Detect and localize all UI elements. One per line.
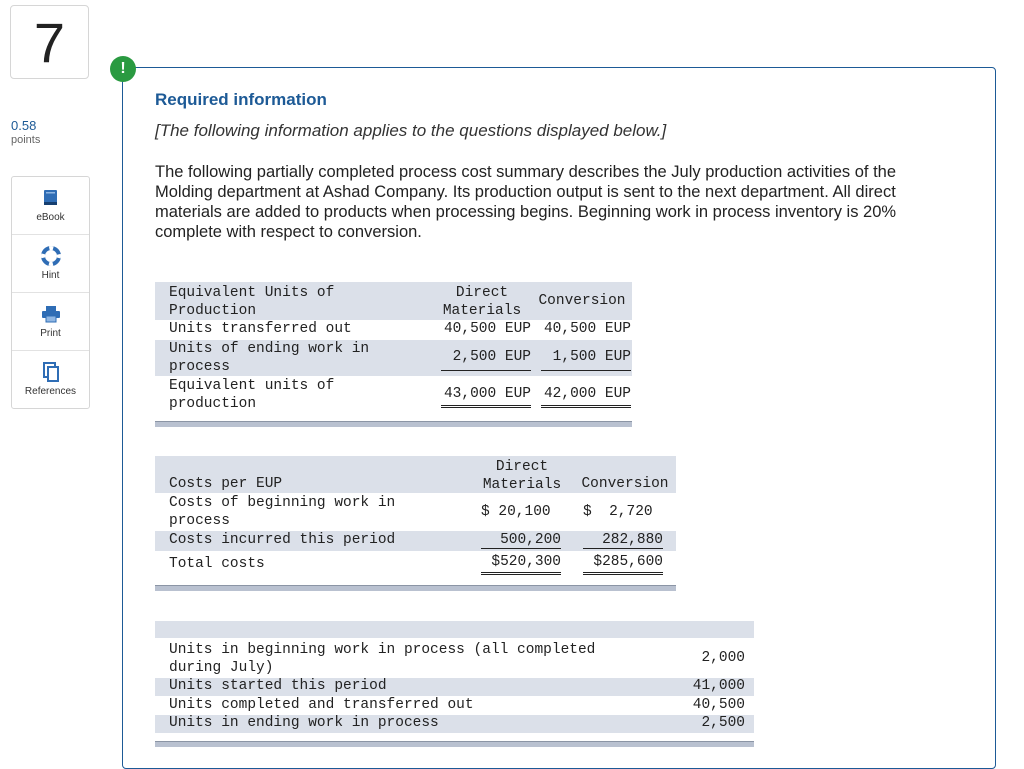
eup-header-label [169, 284, 334, 320]
eup-row3-label-line2: production [169, 396, 257, 412]
eup-row1-dm: 40,500 EUP [443, 321, 531, 337]
eup-table-footer [155, 421, 632, 427]
cost-row2-dm: 500,200 [481, 532, 561, 549]
cost-row1-dm: $ 20,100 [481, 504, 551, 520]
cost-row3-dm: $520,300 [481, 554, 561, 575]
book-icon [42, 188, 60, 208]
references-label: References [24, 386, 77, 397]
hint-button[interactable] [12, 235, 89, 293]
eup-row2-label [169, 340, 369, 376]
eup-row1-conv: 40,500 EUP [543, 321, 631, 337]
tools-panel [11, 176, 90, 409]
ebook-label: eBook [36, 212, 65, 223]
units-header-row [155, 621, 754, 638]
eup-col-conv: Conversion [538, 293, 626, 309]
units-row3-value: 40,500 [692, 697, 745, 713]
cost-table [155, 456, 676, 592]
cost-row1-label [169, 494, 395, 530]
units-row4-label: Units in ending work in process [169, 715, 439, 731]
units-row1-label-line2: during July) [169, 660, 274, 676]
points-label: points [11, 134, 41, 146]
cost-header-label: Costs per EUP [169, 476, 283, 492]
units-table-footer [155, 741, 754, 747]
eup-header-label-line1: Equivalent Units of [169, 285, 335, 301]
eup-row2-conv: 1,500 EUP [541, 349, 631, 371]
eup-row2-label-line1: Units of ending work in [169, 341, 370, 357]
eup-row3-dm: 43,000 EUP [441, 386, 531, 408]
question-number: 7 [10, 5, 89, 79]
eup-table [155, 282, 632, 428]
eup-row2-dm: 2,500 EUP [441, 349, 531, 371]
cost-col-dm-line1: Direct [495, 459, 549, 475]
eup-col-dm-line1: Direct [455, 285, 509, 301]
cost-col-conv: Conversion [581, 476, 669, 492]
cost-row1-label-line2: process [169, 513, 230, 529]
references-button[interactable] [12, 351, 89, 408]
ebook-button[interactable] [12, 177, 89, 235]
problem-description: The following partially completed process cost summary describes the July production activities of the Molding department at Ashad Company. Its production output is sent to the next department. All direct materials are added to products when processing begins. Beginning work in process inventory is 20% complete with respect to conversion. [155, 163, 897, 241]
units-row4-value: 2,500 [701, 715, 745, 731]
hint-label: Hint [41, 270, 60, 281]
print-button[interactable] [12, 293, 89, 351]
eup-col-dm-line2: Materials [442, 303, 522, 319]
required-title: Required information [155, 90, 327, 109]
cost-row1-conv: $ 2,720 [583, 504, 653, 520]
eup-row3-conv: 42,000 EUP [541, 386, 631, 408]
cost-row2-conv: 282,880 [583, 532, 663, 549]
cost-table-footer [155, 585, 676, 591]
units-table [155, 621, 754, 753]
cost-row1-label-line1: Costs of beginning work in [169, 495, 396, 511]
cost-row2-label: Costs incurred this period [169, 532, 396, 548]
cost-col-dm [477, 458, 567, 494]
units-row1-label-line1: Units in beginning work in process (all completed [169, 642, 596, 658]
units-row2-label: Units started this period [169, 678, 387, 694]
units-row1-value: 2,000 [701, 650, 745, 666]
cost-row3-label: Total costs [169, 556, 265, 572]
eup-row3-label-line1: Equivalent units of [169, 378, 335, 394]
cost-col-dm-line2: Materials [482, 477, 562, 493]
eup-header-label-line2: Production [169, 303, 257, 319]
required-note: [The following information applies to the questions displayed below.] [155, 121, 667, 140]
units-row2-value: 41,000 [692, 678, 745, 694]
alert-icon: ! [110, 56, 136, 82]
eup-row1-label: Units transferred out [169, 321, 352, 337]
eup-row3-label [169, 377, 334, 413]
references-icon [42, 362, 60, 382]
cost-row3-conv: $285,600 [583, 554, 663, 575]
points-value: 0.58 [11, 118, 37, 133]
units-row1-label [169, 641, 595, 677]
lifebuoy-icon [41, 246, 61, 266]
units-row3-label: Units completed and transferred out [169, 697, 474, 713]
print-label: Print [40, 328, 61, 339]
eup-col-dm [439, 284, 525, 320]
eup-row2-label-line2: process [169, 359, 230, 375]
printer-icon [41, 304, 61, 324]
